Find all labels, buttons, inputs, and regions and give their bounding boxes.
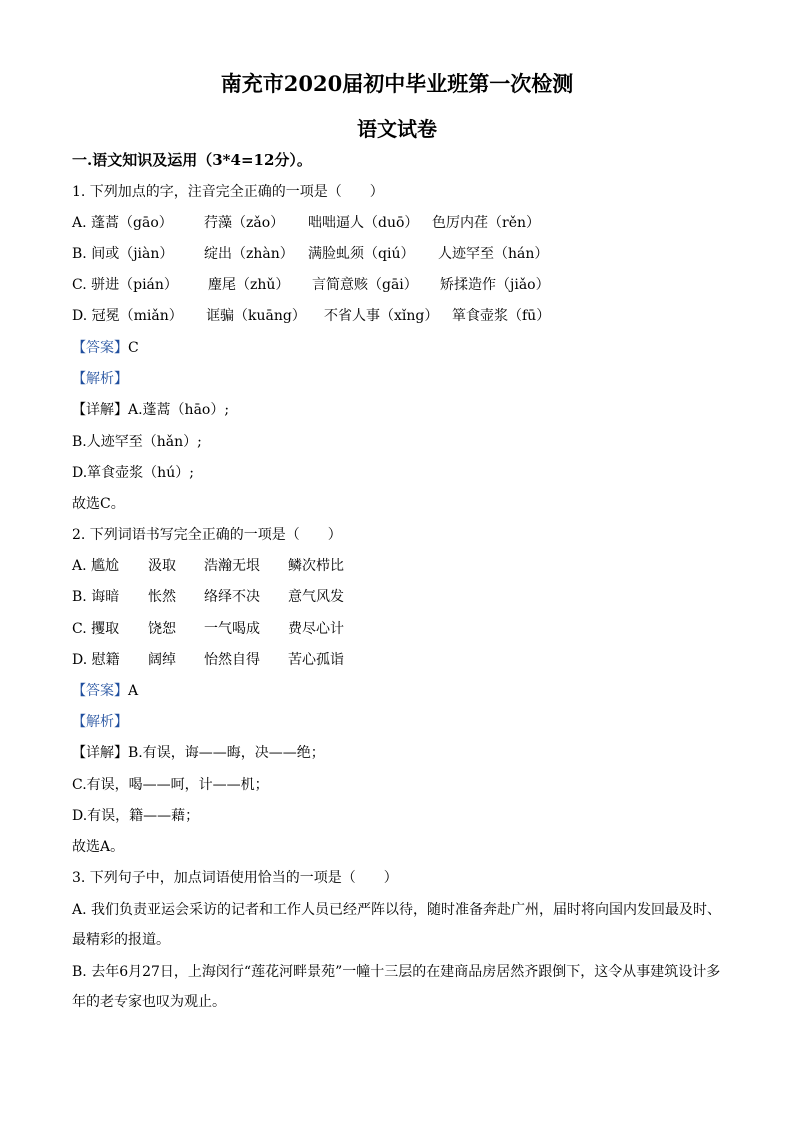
q2-c-4: 费尽心计 xyxy=(288,621,344,637)
q3-option-a: A. 我们负责亚运会采访的记者和工作人员已经严阵以待，随时准备奔赴广州，届时将向国内发回最及时、最精彩的报道。 xyxy=(72,902,722,948)
detail-text: B.有误，诲——晦，决——绝； xyxy=(128,745,325,761)
q3-option-b: B. 去年6月27日，上海闵行“莲花河畔景苑”一幢十三层的在建商品房居然齐跟倒下，这令从事建筑设计多年的老专家也叹为观止。 xyxy=(72,964,721,1010)
q1-detail-3: D.箪食壶浆（hú）; xyxy=(72,465,194,481)
q2-a-3: 浩瀚无垠 xyxy=(204,558,260,574)
q1-c-2: 麈尾（zhǔ） xyxy=(208,277,290,293)
q2-b-1: B. 诲暗 xyxy=(72,589,120,605)
answer-tag: 【答案】 xyxy=(72,683,128,699)
q1-d-2: 诓骗（kuāng） xyxy=(206,308,306,324)
q2-b-2: 怅然 xyxy=(148,589,176,605)
q2-a-4: 鳞次栉比 xyxy=(288,558,344,574)
q1-answer xyxy=(72,339,139,357)
q1-b-2: 绽出（zhàn） xyxy=(204,246,294,262)
section-heading: 一.语文知识及运用（3*4=12分）。 xyxy=(72,151,312,169)
q1-d-1: D. 冠冕（miǎn） xyxy=(72,308,183,324)
q1-d-3: 不省人事（xǐng） xyxy=(324,308,439,324)
q2-c-1: C. 攫取 xyxy=(72,621,120,637)
question-3-stem: 3. 下列句子中，加点词语使用恰当的一项是（ ） xyxy=(72,870,398,886)
q1-a-2: 荇藻（zǎo） xyxy=(204,215,285,231)
q1-b-4: 人迹罕至（hán） xyxy=(438,246,549,262)
q2-c-3: 一气喝成 xyxy=(204,621,260,637)
q2-a-2: 汲取 xyxy=(148,558,176,574)
q2-d-2: 阔绰 xyxy=(148,652,176,668)
q1-b-1: B. 间或（jiàn） xyxy=(72,246,174,262)
q1-d-4: 箪食壶浆（fū） xyxy=(452,308,551,324)
q2-b-3: 络绎不决 xyxy=(204,589,260,605)
q1-detail-1 xyxy=(72,401,229,419)
q1-b-3: 满脸虬须（qiú） xyxy=(308,246,415,262)
page-subtitle: 语文试卷 xyxy=(357,117,437,141)
q2-analysis-tag: 【解析】 xyxy=(72,714,128,730)
q2-detail-1 xyxy=(72,744,325,762)
answer-tag: 【答案】 xyxy=(72,340,128,356)
q2-detail-3: D.有误，籍——藉； xyxy=(72,808,200,824)
q2-answer xyxy=(72,682,138,700)
question-1-stem: 1. 下列加点的字，注音完全正确的一项是（ ） xyxy=(72,184,384,200)
q1-a-3: 咄咄逼人（duō） xyxy=(308,215,419,231)
answer-value: C xyxy=(128,340,139,356)
q1-a-1: A. 蓬蒿（gāo） xyxy=(72,215,173,231)
q2-c-2: 饶恕 xyxy=(148,621,176,637)
q2-d-1: D. 慰籍 xyxy=(72,652,120,668)
q2-a-1: A. 尴尬 xyxy=(72,558,120,574)
q2-b-4: 意气风发 xyxy=(288,589,344,605)
q1-detail-2: B.人迹罕至（hǎn）; xyxy=(72,434,202,450)
q1-c-1: C. 骈进（pián） xyxy=(72,277,178,293)
page-title: 南充市2020届初中毕业班第一次检测 xyxy=(220,71,574,96)
q1-a-4: 色厉内荏（rěn） xyxy=(432,215,540,231)
question-2-stem: 2. 下列词语书写完全正确的一项是（ ） xyxy=(72,527,342,543)
detail-tag: 【详解】 xyxy=(72,745,128,761)
q2-conclusion: 故选A。 xyxy=(72,839,125,855)
q2-d-3: 怡然自得 xyxy=(204,652,260,668)
q1-conclusion: 故选C。 xyxy=(72,496,125,512)
answer-value: A xyxy=(128,683,139,699)
q1-c-3: 言简意赅（gāi） xyxy=(312,277,418,293)
q1-c-4: 矫揉造作（jiǎo） xyxy=(440,277,550,293)
detail-tag: 【详解】 xyxy=(72,402,128,418)
q2-d-4: 苦心孤诣 xyxy=(288,652,344,668)
detail-text: A.蓬蒿（hāo）; xyxy=(128,402,230,418)
q2-detail-2: C.有误，喝——呵，计——机； xyxy=(72,777,269,793)
q1-analysis-tag: 【解析】 xyxy=(72,371,128,387)
